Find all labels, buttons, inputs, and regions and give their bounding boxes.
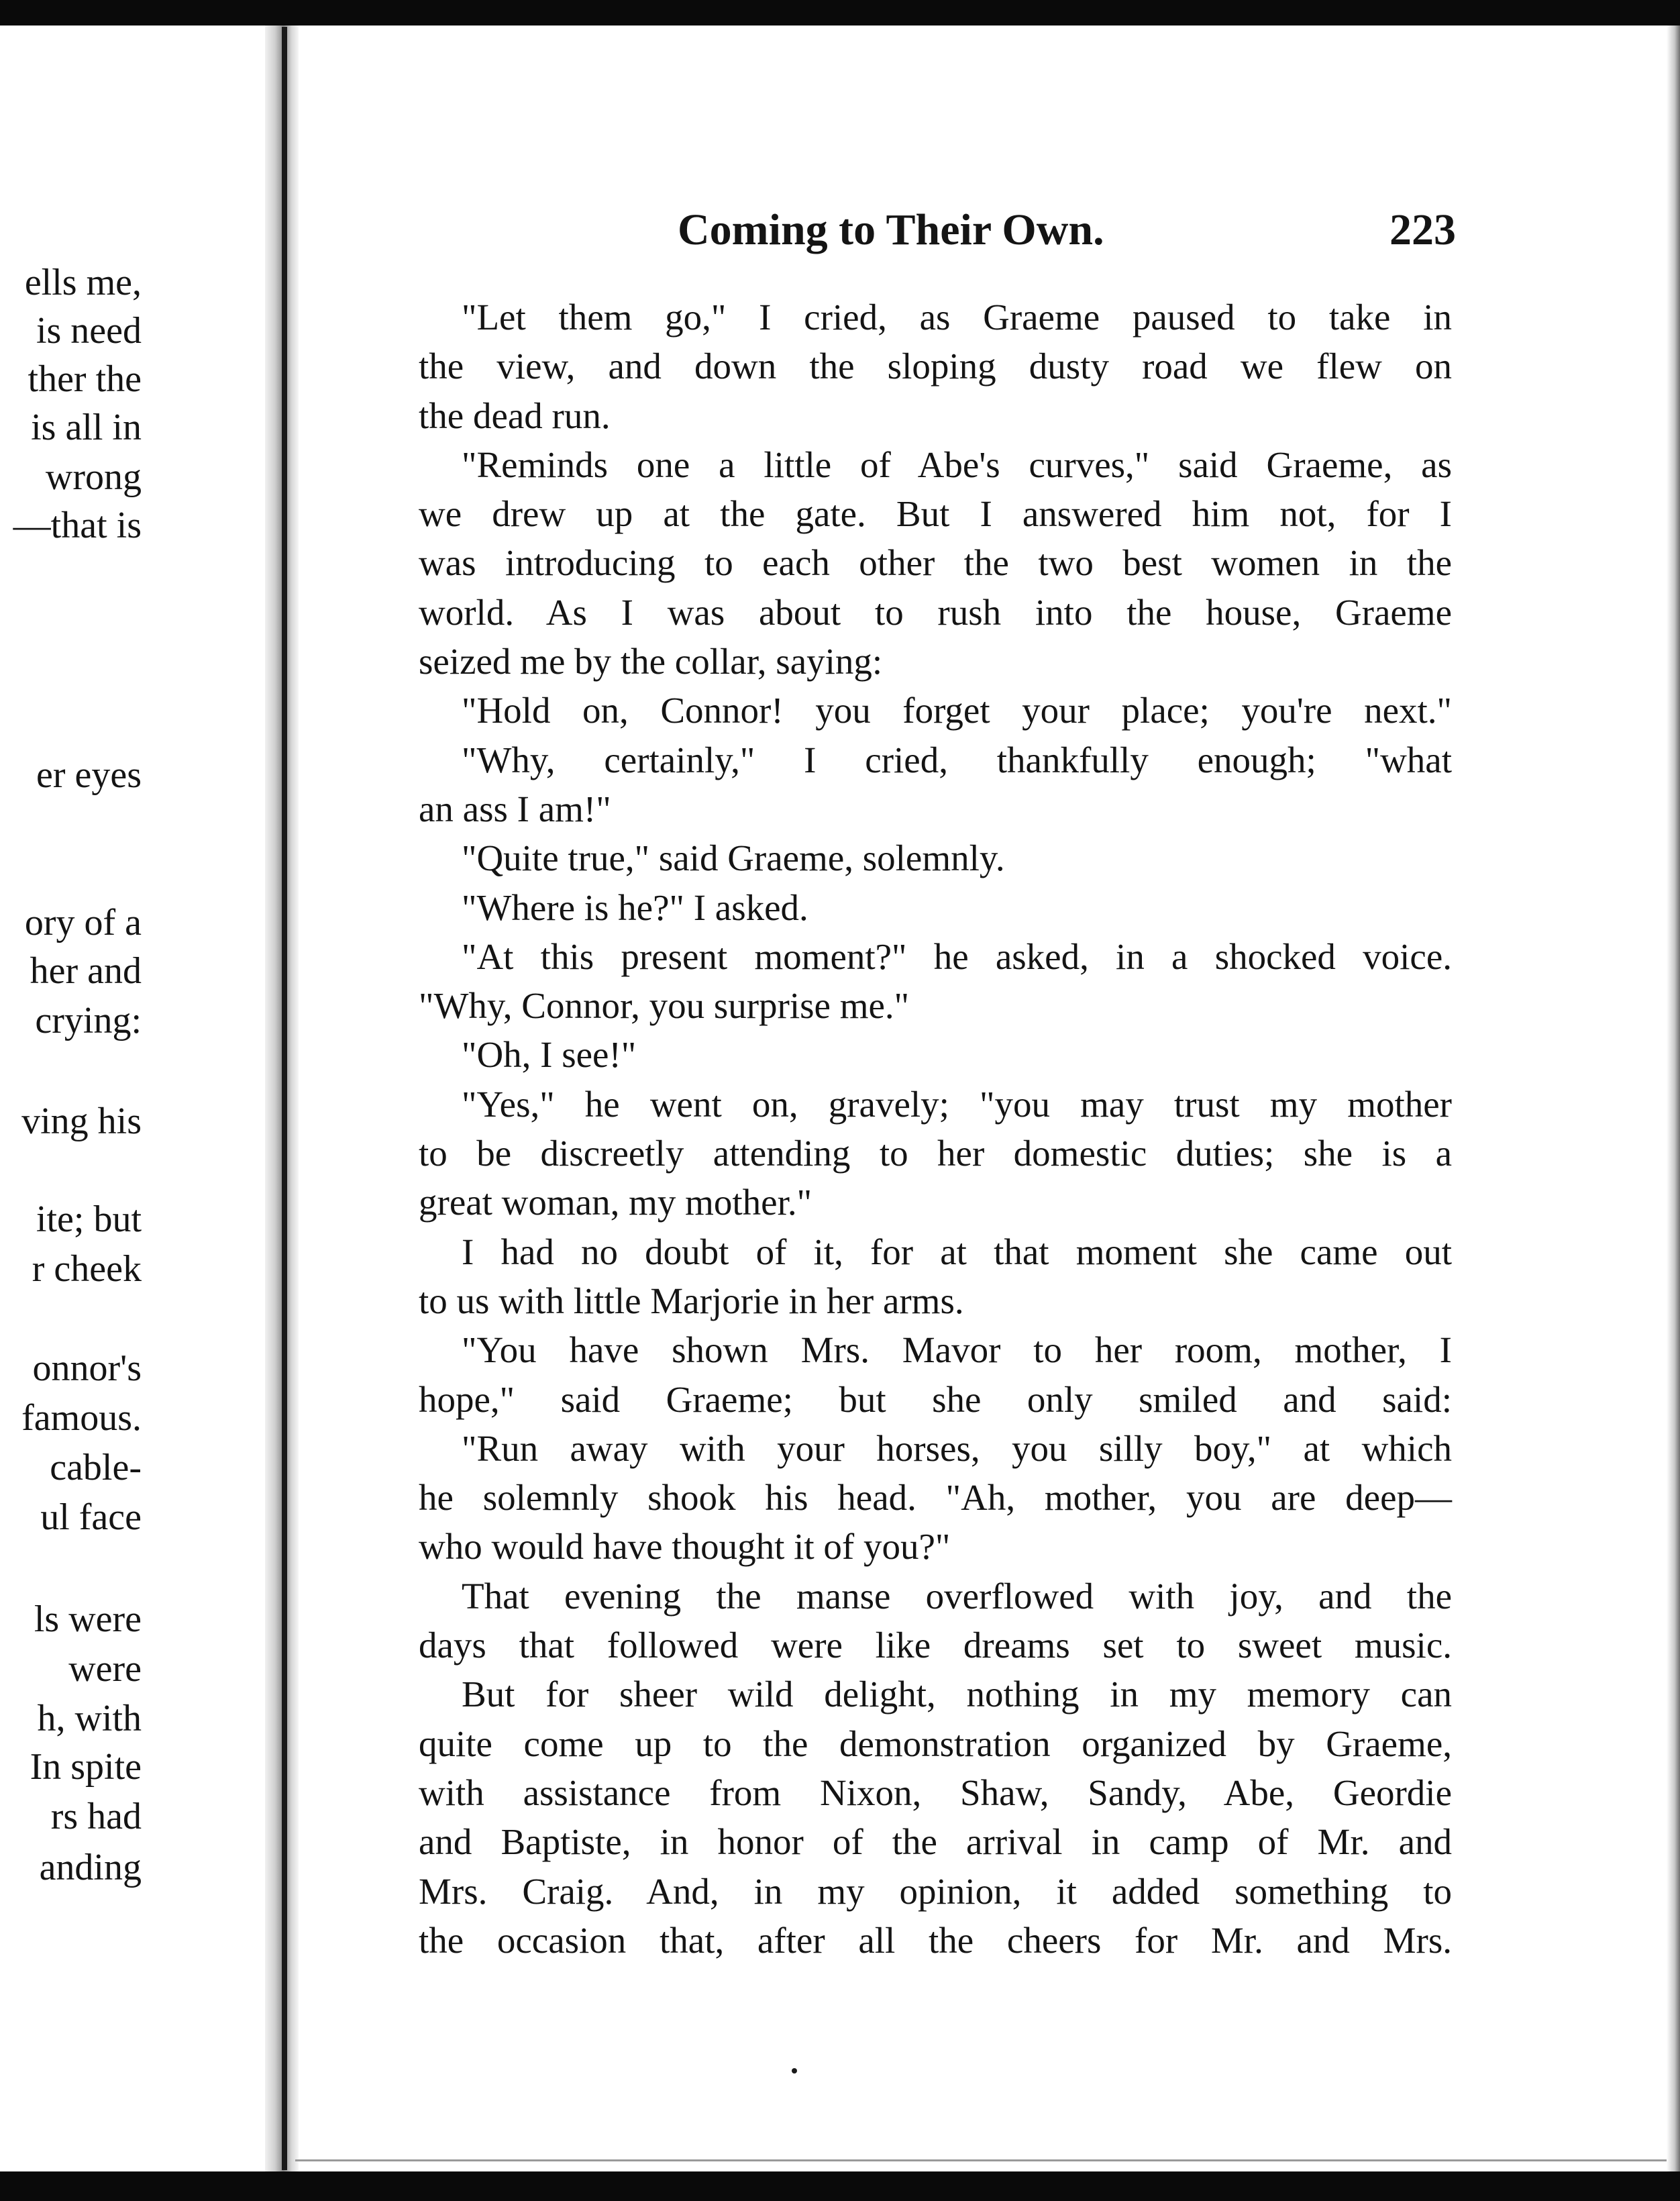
text-line: to be discreetly attending to her domestic duties; she is a (419, 1133, 1452, 1174)
text-line: and Baptiste, in honor of the arrival in camp of Mr. and (419, 1821, 1452, 1863)
text-line: Mrs. Craig. And, in my opinion, it added something to (419, 1870, 1452, 1912)
previous-page-line: cable- (50, 1447, 142, 1488)
text-line: who would have thought it of you?" (419, 1526, 951, 1568)
text-line: "Hold on, Connor! you forget your place; you're next." (462, 690, 1452, 731)
previous-page-line: —that is (13, 505, 142, 546)
text-line: days that followed were like dreams set to sweet music. (419, 1625, 1452, 1666)
page-bottom-rule (295, 2159, 1667, 2161)
previous-page-line: ells me, (24, 262, 142, 303)
text-line: great woman, my mother." (419, 1182, 812, 1223)
text-line: "Run away with your horses, you silly boy," at which (462, 1427, 1452, 1469)
previous-page-line: ls were (34, 1598, 142, 1640)
text-line: That evening the manse overflowed with joy, and the (462, 1575, 1452, 1617)
text-line: "Yes," he went on, gravely; "you may trust my mother (462, 1083, 1452, 1125)
text-line: he solemnly shook his head. "Ah, mother, you are deep— (419, 1477, 1452, 1519)
previous-page-line: ving his (21, 1100, 142, 1142)
text-line: "Why, Connor, you surprise me." (419, 985, 910, 1027)
text-line: "You have shown Mrs. Mavor to her room, mother, I (462, 1329, 1452, 1371)
previous-page-line: ther the (28, 358, 142, 400)
text-line: "At this present moment?" he asked, in a shocked voice. (462, 935, 1452, 977)
previous-page-line: crying: (35, 1000, 142, 1041)
previous-page-line: ul face (40, 1496, 142, 1538)
text-line: "Where is he?" I asked. (462, 886, 808, 928)
text-line: I had no doubt of it, for at that moment she came out (462, 1231, 1452, 1272)
previous-page-line: onnor's (32, 1347, 142, 1389)
previous-page-line: h, with (37, 1698, 142, 1739)
previous-page-line: ory of a (24, 902, 142, 943)
previous-page-line: is all in (31, 407, 142, 448)
previous-page-line: ite; but (36, 1198, 142, 1240)
previous-page-line: r cheek (32, 1248, 142, 1290)
text-line: "Reminds one a little of Abe's curves," said Graeme, as (462, 444, 1452, 485)
text-line: hope," said Graeme; but she only smiled and said: (419, 1378, 1452, 1420)
text-line: But for sheer wild delight, nothing in my memory can (462, 1674, 1452, 1715)
previous-page-fragment (0, 0, 265, 2201)
text-line: was introducing to each other the two best women in the (419, 542, 1452, 584)
text-line: "Oh, I see!" (462, 1034, 637, 1076)
text-line: quite come up to the demonstration organized by Graeme, (419, 1723, 1452, 1764)
previous-page-line: anding (39, 1847, 142, 1888)
page-header (678, 200, 1456, 260)
text-line: seized me by the collar, saying: (419, 641, 883, 682)
text-line: an ass I am!" (419, 788, 611, 829)
text-line: to us with little Marjorie in her arms. (419, 1280, 964, 1321)
gutter-shadow-line (282, 27, 287, 2170)
text-line: the view, and down the sloping dusty road we flew on (419, 346, 1452, 387)
previous-page-line: were (68, 1648, 142, 1690)
previous-page-line: is need (36, 310, 142, 352)
text-line: "Let them go," I cried, as Graeme paused to take in (462, 297, 1452, 338)
text-line: "Quite true," said Graeme, solemnly. (462, 837, 1005, 879)
previous-page-line: rs had (50, 1796, 142, 1837)
running-title: Coming to Their Own. (678, 205, 1104, 254)
previous-page-line: er eyes (36, 754, 142, 796)
previous-page-line: famous. (21, 1397, 142, 1439)
text-line: we drew up at the gate. But I answered him not, for I (419, 493, 1452, 535)
text-line: "Why, certainly," I cried, thankfully enough; "what (462, 739, 1452, 780)
previous-page-line: In spite (30, 1746, 142, 1788)
text-line: world. As I was about to rush into the house, Graeme (419, 591, 1452, 633)
page-number: 223 (1389, 205, 1456, 254)
previous-page-line: wrong (45, 456, 142, 498)
scan-speck (792, 2068, 797, 2074)
scan-bottom-border (0, 2171, 1680, 2201)
page-edge-shadow (1667, 25, 1680, 2171)
text-line: with assistance from Nixon, Shaw, Sandy, Abe, Geordie (419, 1772, 1452, 1813)
text-line: the dead run. (419, 395, 611, 436)
page-body (419, 293, 1452, 1965)
previous-page-line: her and (30, 950, 142, 992)
text-line: the occasion that, after all the cheers for Mr. and Mrs. (419, 1919, 1452, 1961)
